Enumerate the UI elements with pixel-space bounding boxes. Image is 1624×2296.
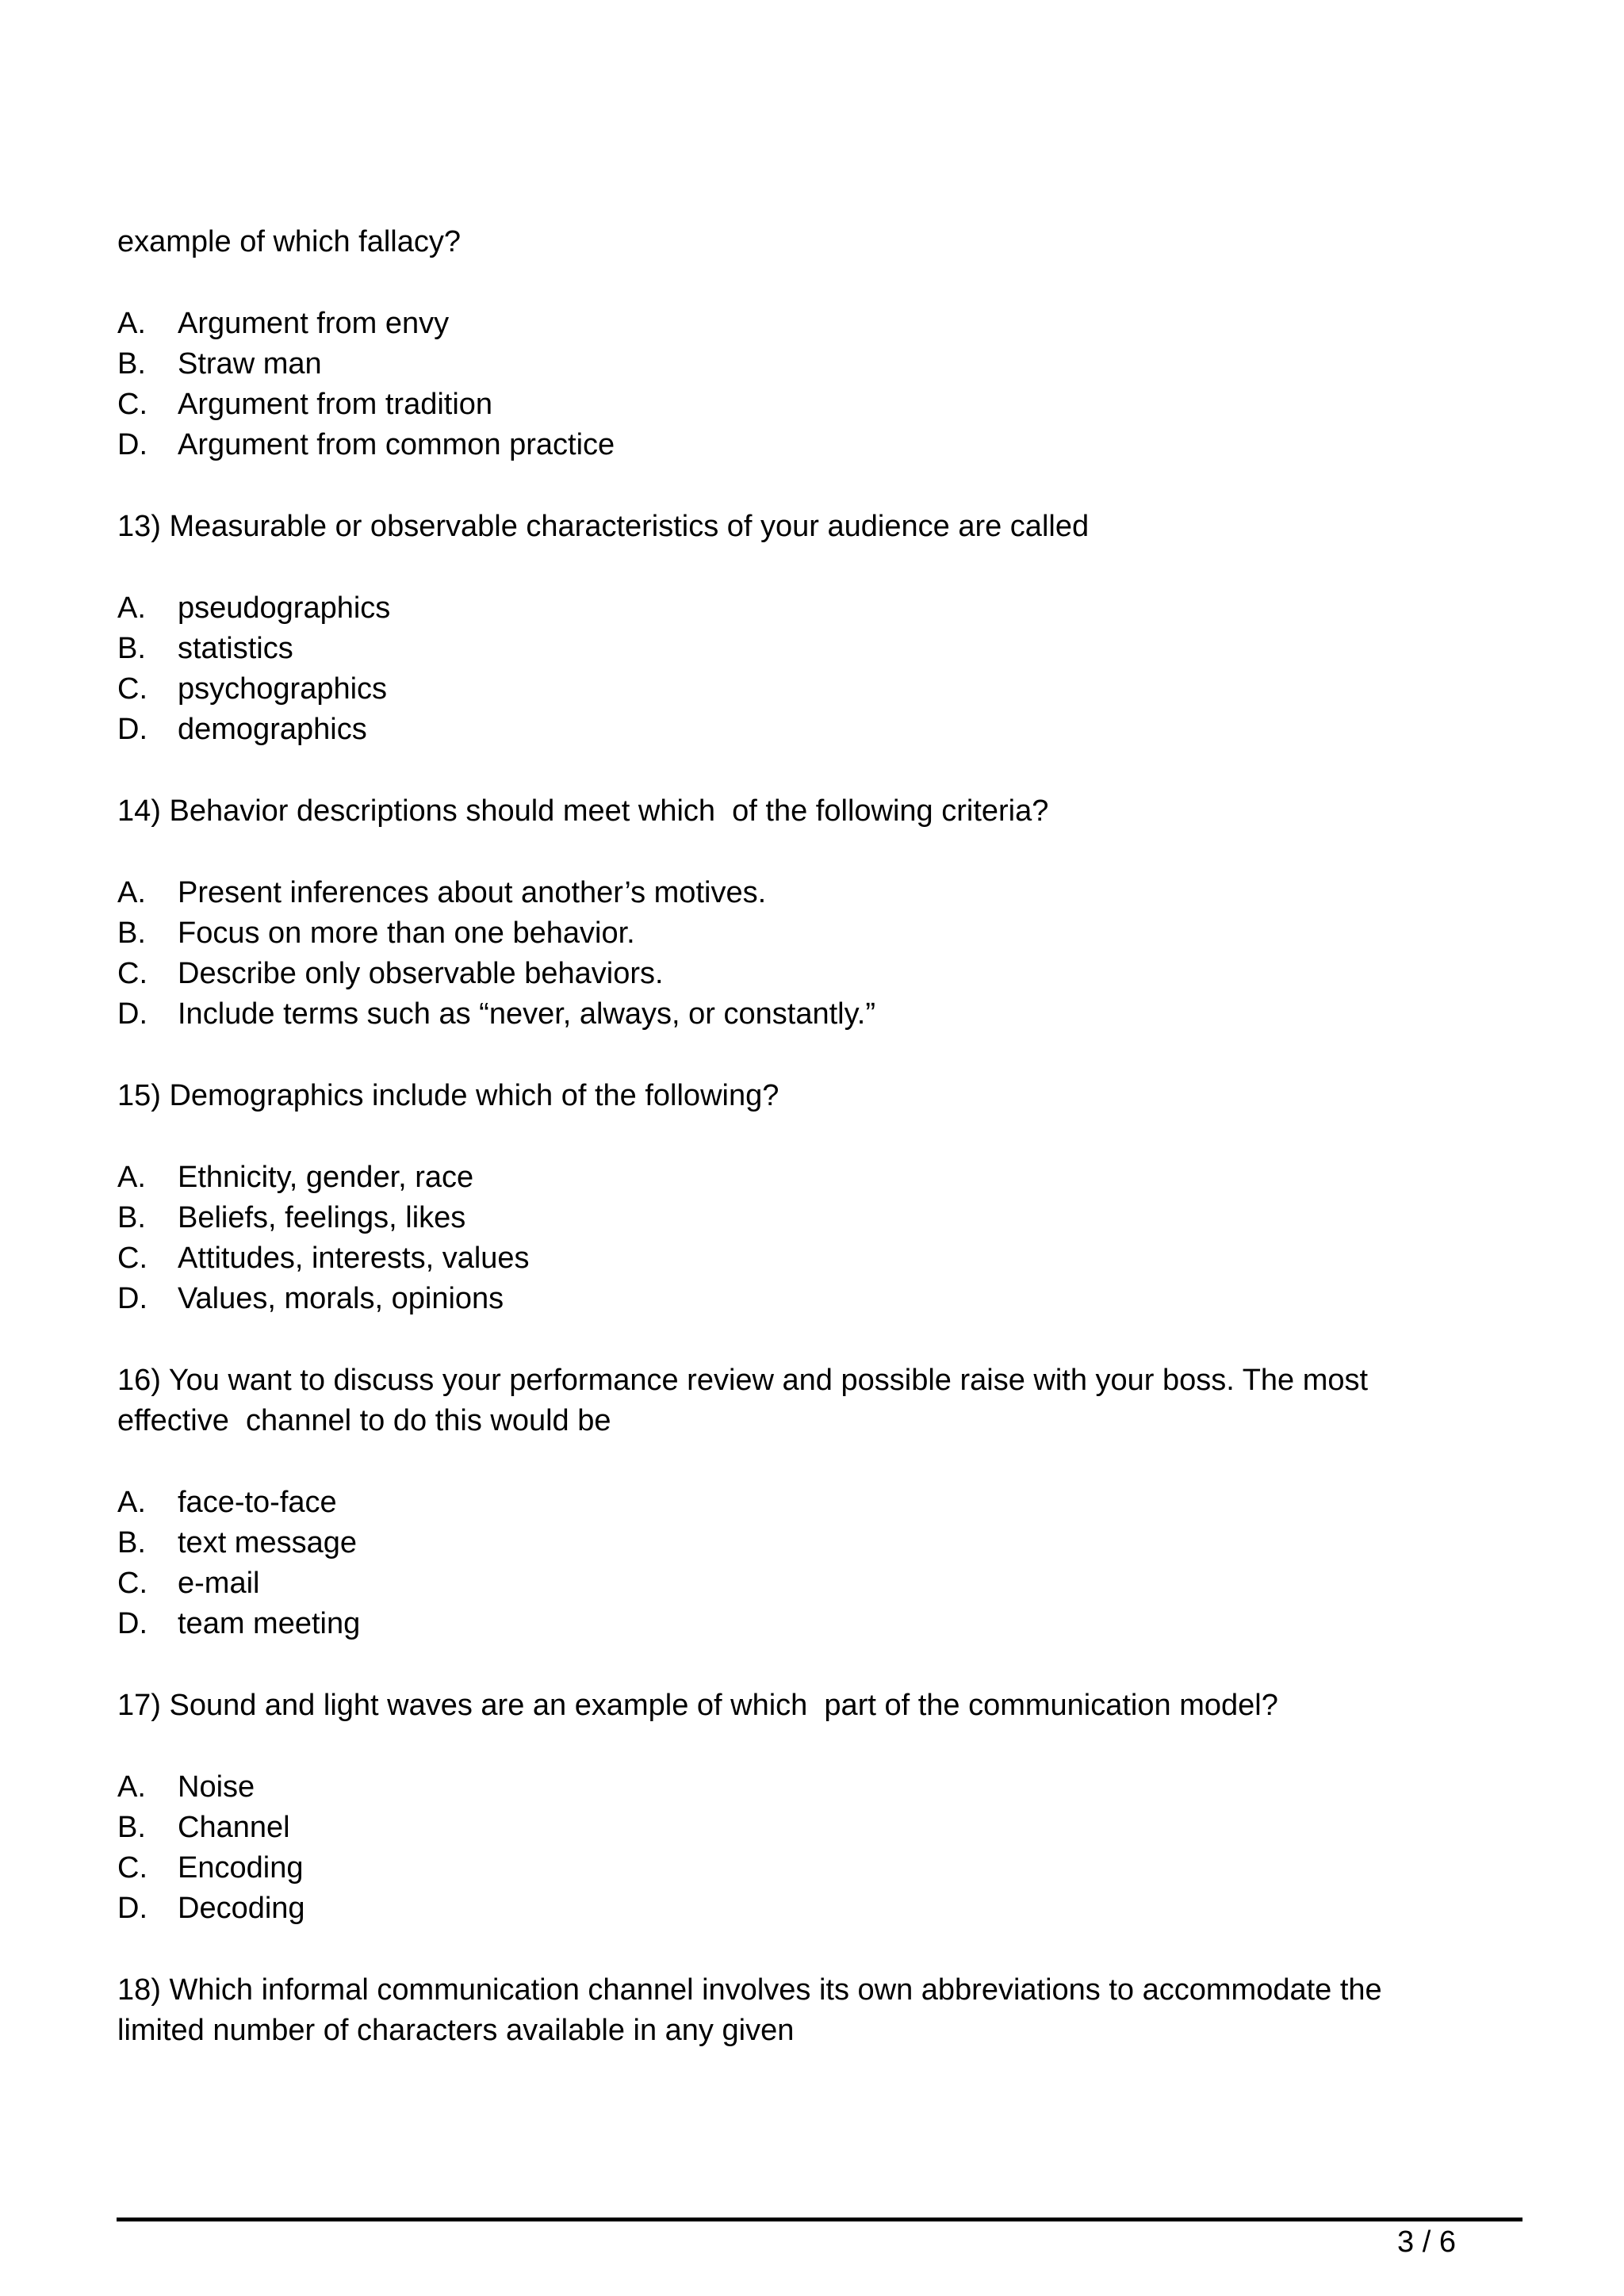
option-letter: C. <box>117 1567 147 1600</box>
option-text: Noise <box>178 1770 255 1804</box>
options-question-12 <box>117 304 1513 465</box>
question-16 <box>117 1360 1513 1441</box>
options-question-16 <box>117 1483 1513 1644</box>
option-text: Straw man <box>178 347 322 381</box>
option-text: Argument from envy <box>178 307 450 340</box>
option-text: Argument from tradition <box>178 388 493 421</box>
option-row-b <box>117 1523 1513 1563</box>
option-letter: A. <box>117 876 146 909</box>
footer-divider <box>117 2218 1522 2221</box>
quiz-content <box>117 222 1513 2051</box>
option-letter: B. <box>117 916 146 950</box>
options-question-17 <box>117 1767 1513 1929</box>
option-letter: C. <box>117 672 147 706</box>
option-row-c <box>117 1238 1513 1279</box>
question-line: 14) Behavior descriptions should meet which of the following criteria? <box>117 794 1049 828</box>
option-letter: C. <box>117 1851 147 1885</box>
option-text: Include terms such as “never, always, or constantly.” <box>178 997 875 1031</box>
question-line: limited number of characters available in any given <box>117 2014 795 2047</box>
option-text: Argument from common practice <box>178 428 615 461</box>
option-text: Ethnicity, gender, race <box>178 1161 474 1194</box>
option-row-b <box>117 629 1513 669</box>
question-line: 13) Measurable or observable characteristics of your audience are called <box>117 510 1090 543</box>
option-letter: C. <box>117 1242 147 1275</box>
option-row-a <box>117 1158 1513 1198</box>
option-letter: D. <box>117 1282 147 1315</box>
option-text: Channel <box>178 1811 290 1844</box>
option-row-d <box>117 425 1513 465</box>
option-row-c <box>117 669 1513 710</box>
option-row-d <box>117 1604 1513 1644</box>
option-row-c <box>117 1563 1513 1604</box>
option-text: psychographics <box>178 672 388 706</box>
option-text: Attitudes, interests, values <box>178 1242 530 1275</box>
option-letter: A. <box>117 1770 146 1804</box>
option-text: team meeting <box>178 1607 361 1640</box>
page-number: 3 / 6 <box>1397 2225 1456 2259</box>
option-row-a <box>117 588 1513 629</box>
option-text: Encoding <box>178 1851 304 1885</box>
option-text: text message <box>178 1526 357 1559</box>
option-text: Decoding <box>178 1892 305 1925</box>
options-question-15 <box>117 1158 1513 1319</box>
option-row-d <box>117 994 1513 1035</box>
option-text: pseudographics <box>178 591 391 625</box>
option-row-a <box>117 304 1513 344</box>
option-row-b <box>117 344 1513 385</box>
options-question-13 <box>117 588 1513 750</box>
option-letter: D. <box>117 1892 147 1925</box>
question-line: effective channel to do this would be <box>117 1404 611 1437</box>
option-row-a <box>117 873 1513 913</box>
option-text: face-to-face <box>178 1486 337 1519</box>
option-letter: A. <box>117 307 146 340</box>
option-row-b <box>117 1808 1513 1848</box>
question-14 <box>117 791 1513 832</box>
option-row-c <box>117 385 1513 425</box>
question-line: 17) Sound and light waves are an example of which part of the communication model? <box>117 1689 1278 1722</box>
question-13 <box>117 507 1513 547</box>
option-row-a <box>117 1767 1513 1808</box>
option-letter: C. <box>117 957 147 990</box>
option-letter: C. <box>117 388 147 421</box>
question-17 <box>117 1686 1513 1726</box>
option-letter: D. <box>117 428 147 461</box>
option-letter: D. <box>117 997 147 1031</box>
option-row-d <box>117 710 1513 750</box>
question-15 <box>117 1076 1513 1116</box>
option-letter: B. <box>117 1201 146 1234</box>
option-text: Values, morals, opinions <box>178 1282 504 1315</box>
option-text: Present inferences about another’s motives. <box>178 876 767 909</box>
option-text: Beliefs, feelings, likes <box>178 1201 466 1234</box>
option-text: Focus on more than one behavior. <box>178 916 635 950</box>
option-letter: A. <box>117 1486 146 1519</box>
option-text: statistics <box>178 632 293 665</box>
option-text: e-mail <box>178 1567 260 1600</box>
option-letter: D. <box>117 713 147 746</box>
option-letter: A. <box>117 1161 146 1194</box>
option-letter: B. <box>117 632 146 665</box>
option-row-b <box>117 913 1513 954</box>
option-letter: B. <box>117 1526 146 1559</box>
option-text: demographics <box>178 713 367 746</box>
option-row-b <box>117 1198 1513 1238</box>
option-row-c <box>117 1848 1513 1888</box>
question-18 <box>117 1970 1513 2051</box>
option-row-d <box>117 1279 1513 1319</box>
question-12-continuation <box>117 222 1513 262</box>
option-letter: D. <box>117 1607 147 1640</box>
question-line: example of which fallacy? <box>117 225 461 258</box>
options-question-14 <box>117 873 1513 1035</box>
option-letter: B. <box>117 347 146 381</box>
question-line: 15) Demographics include which of the following? <box>117 1079 779 1112</box>
option-row-d <box>117 1888 1513 1929</box>
option-row-a <box>117 1483 1513 1523</box>
option-letter: A. <box>117 591 146 625</box>
option-row-c <box>117 954 1513 994</box>
option-letter: B. <box>117 1811 146 1844</box>
question-line: 18) Which informal communication channel involves its own abbreviations to accommodate the <box>117 1973 1382 2007</box>
option-text: Describe only observable behaviors. <box>178 957 664 990</box>
question-line: 16) You want to discuss your performance review and possible raise with your boss. The most <box>117 1364 1369 1397</box>
